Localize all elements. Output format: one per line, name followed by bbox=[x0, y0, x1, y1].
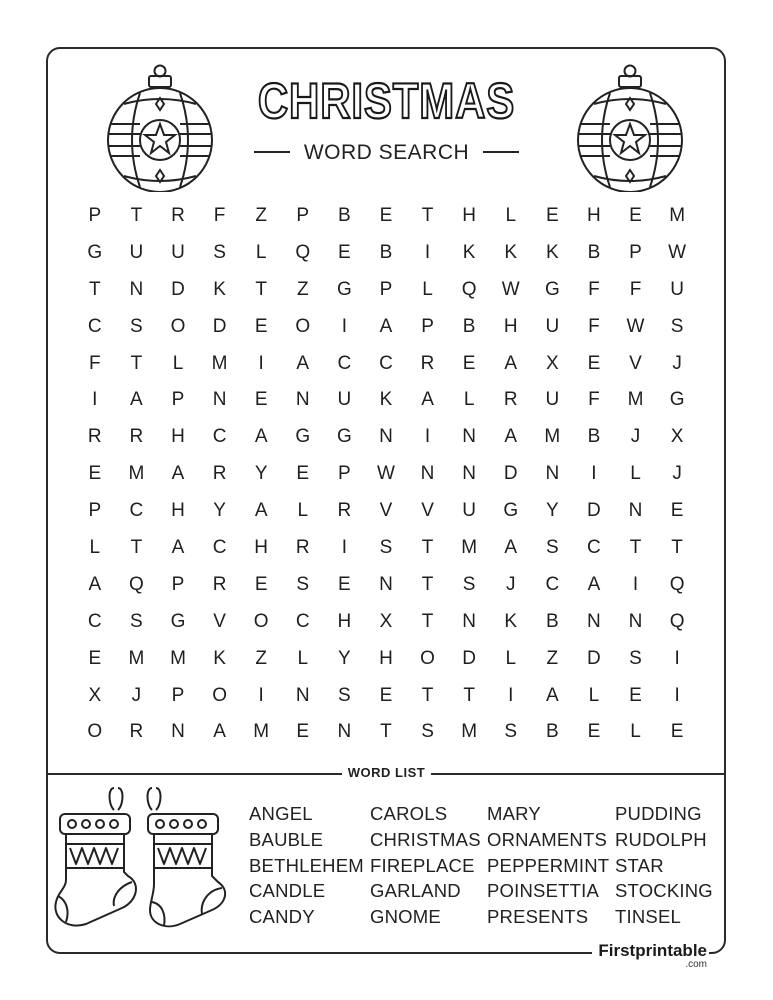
grid-cell: T bbox=[130, 205, 143, 226]
grid-cell: N bbox=[379, 573, 393, 595]
grid-cell: A bbox=[171, 537, 185, 559]
grid-cell: S bbox=[213, 241, 226, 263]
grid-cell: B bbox=[338, 205, 351, 226]
grid-cell: N bbox=[587, 610, 601, 632]
grid-cell: K bbox=[213, 278, 226, 300]
grid-cell: N bbox=[462, 610, 476, 632]
grid-cell: C bbox=[545, 573, 560, 595]
grid-cell: E bbox=[587, 721, 601, 743]
grid-cell: N bbox=[628, 610, 643, 632]
grid-cell: S bbox=[338, 684, 351, 706]
grid-cell: T bbox=[421, 684, 434, 706]
grid-cell: F bbox=[629, 278, 642, 300]
grid-cell: X bbox=[379, 610, 393, 632]
grid-cell: T bbox=[255, 278, 267, 300]
grid-cell: K bbox=[462, 241, 476, 263]
grid-cell: N bbox=[462, 426, 476, 448]
grid-cell: U bbox=[337, 389, 352, 411]
grid-cell: S bbox=[629, 647, 642, 669]
grid-cell: B bbox=[462, 315, 476, 337]
grid-cell: C bbox=[337, 352, 352, 374]
grid-cell: U bbox=[462, 500, 476, 522]
grid-cell: N bbox=[129, 278, 144, 300]
word-column-1 bbox=[249, 801, 364, 930]
letter-grid bbox=[74, 198, 698, 751]
grid-cell: K bbox=[379, 389, 393, 411]
grid-cell: F bbox=[588, 315, 600, 337]
grid-cell: N bbox=[295, 389, 310, 411]
grid-cell: C bbox=[129, 500, 144, 522]
grid-cell: I bbox=[341, 315, 347, 337]
grid-cell: T bbox=[671, 537, 683, 559]
grid-cell: N bbox=[379, 426, 393, 448]
grid-cell: G bbox=[87, 241, 103, 263]
grid-cell: D bbox=[587, 500, 601, 522]
word-column-4 bbox=[615, 801, 713, 930]
word-list-item: ORNAMENTS bbox=[487, 828, 607, 850]
grid-cell: E bbox=[88, 647, 102, 669]
grid-cell: I bbox=[591, 463, 597, 485]
grid-cell: S bbox=[504, 721, 518, 743]
grid-cell: R bbox=[295, 537, 310, 559]
grid-cell: I bbox=[92, 389, 98, 411]
grid-cell: L bbox=[297, 647, 309, 669]
grid-cell: P bbox=[338, 463, 351, 485]
grid-cell: B bbox=[545, 610, 559, 632]
grid-cell: N bbox=[545, 463, 560, 485]
grid-cell: I bbox=[258, 684, 264, 706]
grid-cell: H bbox=[587, 205, 601, 226]
grid-cell: Y bbox=[338, 647, 351, 669]
grid-cell: S bbox=[379, 537, 393, 559]
grid-cell: M bbox=[461, 721, 478, 743]
grid-cell: O bbox=[87, 721, 103, 743]
grid-cell: E bbox=[379, 205, 393, 226]
grid-cell: D bbox=[462, 647, 476, 669]
word-list-item: CANDY bbox=[249, 906, 315, 928]
grid-cell: W bbox=[668, 241, 687, 263]
grid-cell: L bbox=[505, 647, 517, 669]
word-list-item: BAUBLE bbox=[249, 828, 324, 850]
grid-cell: I bbox=[674, 647, 680, 669]
grid-cell: W bbox=[376, 463, 395, 485]
grid-cell: E bbox=[629, 205, 642, 226]
grid-cell: R bbox=[503, 389, 518, 411]
grid-cell: J bbox=[630, 426, 641, 448]
word-list-item: CHRISTMAS bbox=[370, 828, 481, 850]
grid-cell: F bbox=[588, 278, 600, 300]
grid-cell: S bbox=[462, 573, 476, 595]
grid-cell: V bbox=[213, 610, 226, 632]
grid-cell: R bbox=[212, 463, 227, 485]
grid-cell: R bbox=[212, 573, 227, 595]
page-title: CHRISTMAS bbox=[257, 73, 516, 129]
grid-cell: L bbox=[89, 537, 101, 559]
grid-cell: Z bbox=[546, 647, 559, 669]
grid-cell: A bbox=[421, 389, 434, 411]
grid-cell: S bbox=[130, 610, 143, 632]
grid-cell: N bbox=[212, 389, 227, 411]
grid-cell: S bbox=[545, 537, 559, 559]
grid-cell: U bbox=[545, 389, 560, 411]
grid-cell: C bbox=[212, 426, 227, 448]
word-list-label: WORD LIST bbox=[342, 765, 431, 780]
grid-cell: I bbox=[674, 684, 680, 706]
grid-cell: A bbox=[504, 426, 518, 448]
grid-cell: T bbox=[421, 573, 434, 595]
grid-cell: L bbox=[297, 500, 309, 522]
word-list-item: FIREPLACE bbox=[370, 854, 475, 876]
grid-cell: P bbox=[171, 684, 185, 706]
grid-cell: R bbox=[129, 721, 144, 743]
grid-cell: B bbox=[379, 241, 393, 263]
word-list-item: STOCKING bbox=[615, 880, 713, 902]
grid-cell: I bbox=[424, 426, 431, 448]
word-list-item: PEPPERMINT bbox=[487, 854, 610, 876]
grid-cell: H bbox=[171, 426, 185, 448]
grid-cell: G bbox=[170, 610, 186, 632]
stockings-icon bbox=[52, 784, 232, 932]
grid-cell: D bbox=[503, 463, 518, 485]
grid-cell: Z bbox=[296, 278, 309, 300]
grid-cell: C bbox=[87, 610, 102, 632]
grid-cell: E bbox=[254, 573, 268, 595]
grid-cell: K bbox=[504, 241, 518, 263]
grid-cell: T bbox=[130, 352, 143, 374]
grid-cell: R bbox=[171, 205, 185, 226]
brand-name: Firstprintable bbox=[598, 941, 707, 960]
grid-cell: M bbox=[627, 389, 644, 411]
grid-cell: R bbox=[87, 426, 102, 448]
grid-cell: X bbox=[670, 426, 684, 448]
grid-cell: R bbox=[337, 500, 352, 522]
grid-cell: A bbox=[296, 352, 310, 374]
grid-cell: A bbox=[130, 389, 143, 411]
grid-cell: L bbox=[422, 278, 433, 300]
word-list-item: POINSETTIA bbox=[487, 880, 599, 902]
grid-cell: Y bbox=[545, 500, 559, 522]
grid-cell: M bbox=[170, 647, 186, 669]
grid-cell: A bbox=[88, 573, 102, 595]
grid-cell: O bbox=[420, 647, 435, 669]
word-list-item: ANGEL bbox=[249, 803, 313, 824]
grid-cell: B bbox=[587, 426, 601, 448]
grid-cell: Q bbox=[295, 241, 311, 263]
grid-cell: L bbox=[630, 463, 641, 485]
grid-cell: G bbox=[336, 426, 352, 448]
grid-cell: E bbox=[254, 315, 268, 337]
word-list-item: CANDLE bbox=[249, 880, 326, 902]
grid-cell: D bbox=[171, 278, 185, 300]
grid-cell: I bbox=[424, 241, 431, 263]
word-list-item: RUDOLPH bbox=[615, 828, 707, 850]
grid-cell: E bbox=[587, 352, 601, 374]
grid-cell: A bbox=[171, 463, 185, 485]
grid-cell: T bbox=[421, 205, 434, 226]
word-column-3 bbox=[487, 801, 609, 930]
grid-cell: A bbox=[504, 537, 518, 559]
grid-cell: P bbox=[88, 205, 102, 226]
grid-cell: G bbox=[669, 389, 685, 411]
grid-cell: I bbox=[258, 352, 264, 374]
grid-cell: A bbox=[379, 315, 393, 337]
grid-cell: N bbox=[462, 463, 476, 485]
grid-cell: S bbox=[296, 573, 310, 595]
grid-cell: I bbox=[341, 537, 347, 559]
grid-cell: V bbox=[379, 500, 393, 522]
grid-cell: H bbox=[379, 647, 393, 669]
grid-cell: A bbox=[254, 500, 268, 522]
subtitle-rule-right bbox=[483, 151, 519, 153]
grid-cell: T bbox=[463, 684, 475, 706]
grid-cell: B bbox=[587, 241, 601, 263]
grid-cell: L bbox=[255, 241, 267, 263]
grid-cell: T bbox=[421, 610, 434, 632]
grid-cell: C bbox=[87, 315, 102, 337]
grid-cell: G bbox=[544, 278, 560, 300]
grid-cell: F bbox=[88, 352, 101, 374]
grid-cell: B bbox=[545, 721, 559, 743]
grid-cell: T bbox=[380, 721, 392, 743]
word-column-2 bbox=[370, 801, 481, 930]
word-list-item: PRESENTS bbox=[487, 906, 589, 928]
grid-cell: P bbox=[296, 205, 310, 226]
grid-cell: K bbox=[504, 610, 518, 632]
grid-cell: U bbox=[670, 278, 684, 300]
word-list-item: TINSEL bbox=[615, 906, 681, 928]
word-list-label-row bbox=[0, 764, 773, 782]
grid-cell: Q bbox=[129, 573, 144, 595]
grid-cell: M bbox=[128, 463, 145, 485]
word-list-item: MARY bbox=[487, 803, 541, 824]
grid-cell: O bbox=[170, 315, 186, 337]
word-list-item: STAR bbox=[615, 854, 664, 876]
grid-cell: S bbox=[670, 315, 684, 337]
grid-cell: T bbox=[130, 537, 143, 559]
grid-cell: K bbox=[213, 647, 226, 669]
grid-cell: H bbox=[337, 610, 352, 632]
grid-cell: P bbox=[379, 278, 393, 300]
grid-cell: E bbox=[296, 721, 310, 743]
grid-cell: O bbox=[253, 610, 269, 632]
grid-cell: E bbox=[462, 352, 476, 374]
grid-cell: Y bbox=[213, 500, 226, 522]
grid-cell: F bbox=[213, 205, 226, 226]
grid-cell: J bbox=[505, 573, 516, 595]
grid-cell: X bbox=[545, 352, 559, 374]
grid-cell: T bbox=[629, 537, 642, 559]
grid-cell: O bbox=[212, 684, 227, 706]
grid-cell: C bbox=[587, 537, 601, 559]
grid-cell: Q bbox=[461, 278, 477, 300]
word-list-item: BETHLEHEM bbox=[249, 854, 364, 876]
grid-cell: E bbox=[338, 573, 351, 595]
grid-cell: O bbox=[295, 315, 311, 337]
grid-cell: N bbox=[628, 500, 643, 522]
grid-cell: E bbox=[670, 721, 684, 743]
grid-cell: L bbox=[505, 205, 517, 226]
word-list-item: GARLAND bbox=[370, 880, 461, 902]
word-list-item: GNOME bbox=[370, 906, 441, 928]
brand-domain: .com bbox=[685, 959, 707, 970]
grid-cell: M bbox=[669, 205, 686, 226]
grid-cell: Z bbox=[255, 205, 267, 226]
grid-cell: C bbox=[379, 352, 393, 374]
grid-cell: A bbox=[504, 352, 518, 374]
grid-cell: J bbox=[672, 352, 682, 374]
grid-cell: J bbox=[672, 463, 682, 485]
grid-cell: P bbox=[171, 573, 185, 595]
grid-cell: J bbox=[131, 684, 142, 706]
grid-cell: L bbox=[588, 684, 600, 706]
grid-cell: P bbox=[629, 241, 642, 263]
grid-cell: C bbox=[295, 610, 310, 632]
grid-cell: G bbox=[503, 500, 519, 522]
grid-cell: I bbox=[508, 684, 514, 706]
grid-cell: N bbox=[420, 463, 435, 485]
brand-logo bbox=[592, 942, 709, 970]
grid-cell: S bbox=[421, 721, 434, 743]
grid-cell: I bbox=[632, 573, 639, 595]
page-subtitle bbox=[0, 141, 773, 165]
grid-cell: R bbox=[129, 426, 144, 448]
grid-cell: M bbox=[128, 647, 145, 669]
grid-cell: Y bbox=[254, 463, 268, 485]
grid-cell: D bbox=[212, 315, 227, 337]
grid-cell: A bbox=[254, 426, 268, 448]
grid-cell: P bbox=[171, 389, 185, 411]
grid-cell: L bbox=[463, 389, 475, 411]
grid-cell: T bbox=[88, 278, 101, 300]
word-list-item: PUDDING bbox=[615, 803, 702, 824]
grid-cell: G bbox=[336, 278, 352, 300]
grid-cell: Z bbox=[255, 647, 267, 669]
grid-cell: S bbox=[130, 315, 143, 337]
grid-cell: H bbox=[503, 315, 518, 337]
grid-cell: F bbox=[588, 389, 600, 411]
grid-cell: L bbox=[630, 721, 641, 743]
grid-cell: E bbox=[379, 684, 393, 706]
grid-cell: Q bbox=[669, 573, 685, 595]
grid-cell: E bbox=[338, 241, 351, 263]
grid-cell: A bbox=[545, 684, 559, 706]
grid-cell: T bbox=[421, 537, 434, 559]
grid-cell: C bbox=[212, 537, 227, 559]
grid-cell: N bbox=[295, 684, 310, 706]
grid-cell: E bbox=[296, 463, 310, 485]
grid-cell: V bbox=[629, 352, 642, 374]
grid-cell: L bbox=[172, 352, 184, 374]
grid-cell: G bbox=[295, 426, 311, 448]
grid-cell: U bbox=[545, 315, 560, 337]
grid-cell: P bbox=[88, 500, 102, 522]
grid-cell: W bbox=[626, 315, 645, 337]
grid-cell: E bbox=[88, 463, 102, 485]
grid-cell: M bbox=[211, 352, 228, 374]
grid-cell: M bbox=[253, 721, 270, 743]
grid-cell: X bbox=[88, 684, 102, 706]
grid-cell: R bbox=[420, 352, 435, 374]
grid-cell: D bbox=[587, 647, 601, 669]
grid-cell: P bbox=[421, 315, 434, 337]
word-list-item: CAROLS bbox=[370, 803, 448, 824]
subtitle-text: WORD SEARCH bbox=[303, 141, 470, 164]
grid-cell: E bbox=[545, 205, 559, 226]
subtitle-rule-left bbox=[254, 151, 290, 153]
grid-cell: V bbox=[421, 500, 434, 522]
grid-cell: U bbox=[129, 241, 144, 263]
grid-cell: H bbox=[462, 205, 476, 226]
grid-cell: H bbox=[171, 500, 185, 522]
grid-cell: N bbox=[337, 721, 352, 743]
grid-cell: W bbox=[501, 278, 520, 300]
grid-cell: E bbox=[254, 389, 268, 411]
grid-cell: M bbox=[544, 426, 561, 448]
grid-cell: E bbox=[629, 684, 642, 706]
grid-cell: E bbox=[670, 500, 684, 522]
grid-cell: M bbox=[461, 537, 478, 559]
grid-cell: A bbox=[587, 573, 601, 595]
grid-cell: A bbox=[213, 721, 226, 743]
grid-cell: U bbox=[171, 241, 185, 263]
grid-cell: K bbox=[545, 241, 559, 263]
grid-cell: N bbox=[171, 721, 185, 743]
grid-cell: H bbox=[254, 537, 269, 559]
grid-cell: Q bbox=[669, 610, 685, 632]
